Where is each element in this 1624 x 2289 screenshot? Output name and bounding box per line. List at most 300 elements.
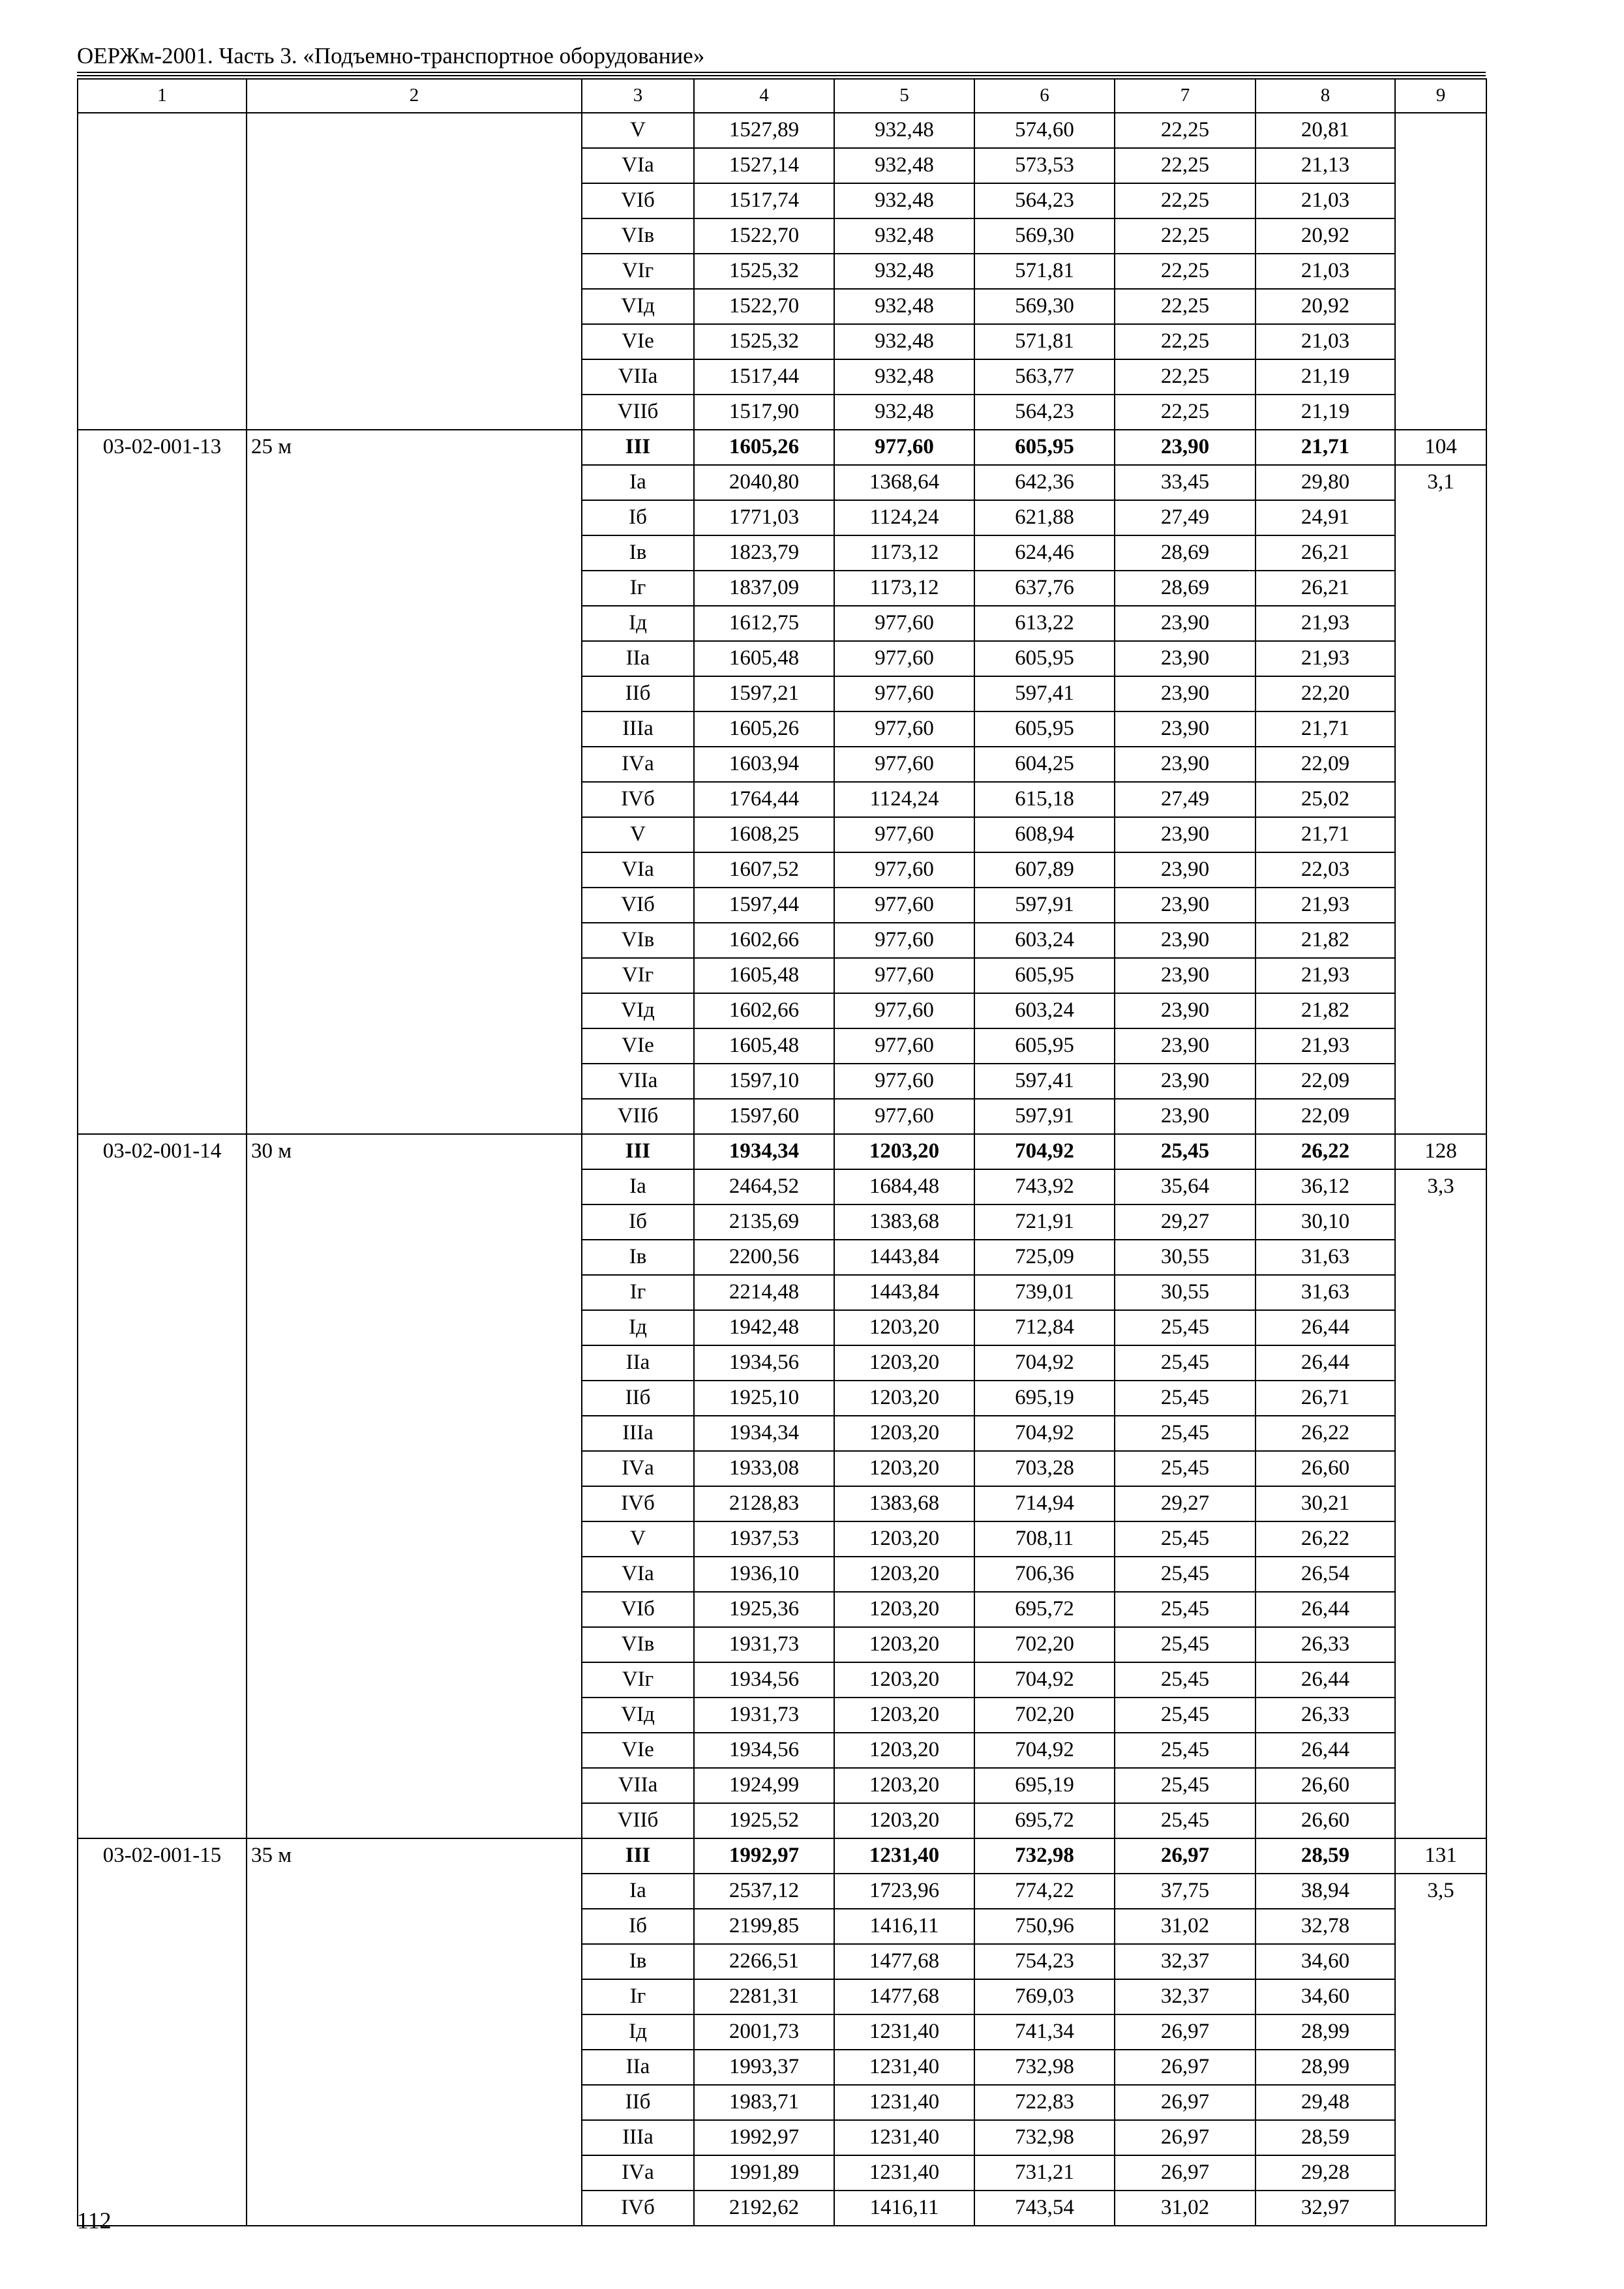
value-cell: 28,59: [1256, 2120, 1395, 2155]
category-cell: Iв: [582, 1944, 694, 1979]
value-cell: 1771,03: [694, 500, 834, 535]
value-cell: 613,22: [974, 606, 1115, 641]
value-cell: 642,36: [974, 465, 1115, 500]
table-row: [78, 1838, 1486, 1874]
value-cell: 22,09: [1256, 1064, 1395, 1099]
value-cell: 1203,20: [834, 1345, 974, 1381]
value-cell: 731,21: [974, 2155, 1115, 2191]
item-name-cell: [247, 113, 582, 430]
value-cell: 1597,21: [694, 676, 834, 711]
value-cell: 1231,40: [834, 2085, 974, 2120]
value-cell: 1203,20: [834, 1416, 974, 1451]
category-cell: VIг: [582, 1662, 694, 1698]
value-cell: 1937,53: [694, 1521, 834, 1557]
value-cell: 25,45: [1115, 1381, 1256, 1416]
header-rule-bottom: [77, 75, 1486, 76]
item-code-cell: 03-02-001-14: [78, 1134, 247, 1838]
page-number: 112: [77, 2207, 112, 2234]
value-cell: 27,49: [1115, 782, 1256, 817]
value-cell: 704,92: [974, 1134, 1115, 1169]
value-cell: 1525,32: [694, 254, 834, 289]
value-cell: 1477,68: [834, 1944, 974, 1979]
category-cell: IIб: [582, 2085, 694, 2120]
value-cell: 23,90: [1115, 993, 1256, 1028]
item-name-cell: 35 м: [247, 1838, 582, 2226]
value-cell: 29,27: [1115, 1486, 1256, 1521]
value-cell: 1231,40: [834, 2050, 974, 2085]
value-cell: 26,44: [1256, 1345, 1395, 1381]
value-cell: 1203,20: [834, 1521, 974, 1557]
value-cell: 1173,12: [834, 571, 974, 606]
value-cell: 743,92: [974, 1169, 1115, 1204]
value-cell: 605,95: [974, 1028, 1115, 1064]
value-cell: 732,98: [974, 1838, 1115, 1874]
value-cell: 21,71: [1256, 430, 1395, 465]
labor-cost-cell: 131: [1395, 1838, 1486, 1874]
value-cell: 1527,14: [694, 148, 834, 183]
column-number: 1: [78, 79, 247, 113]
value-cell: 977,60: [834, 641, 974, 676]
value-cell: 977,60: [834, 1028, 974, 1064]
item-code-cell: [78, 113, 247, 430]
value-cell: 28,59: [1256, 1838, 1395, 1874]
value-cell: 977,60: [834, 711, 974, 747]
value-cell: 1203,20: [834, 1557, 974, 1592]
value-cell: 1605,48: [694, 1028, 834, 1064]
labor-grade-cell: 3,3: [1395, 1169, 1486, 1838]
category-cell: IIб: [582, 1381, 694, 1416]
value-cell: 34,60: [1256, 1944, 1395, 1979]
value-cell: 28,99: [1256, 2050, 1395, 2085]
value-cell: 1934,34: [694, 1416, 834, 1451]
value-cell: 1991,89: [694, 2155, 834, 2191]
value-cell: 1525,32: [694, 324, 834, 359]
value-cell: 1605,48: [694, 641, 834, 676]
value-cell: 1203,20: [834, 1592, 974, 1627]
value-cell: 741,34: [974, 2014, 1115, 2050]
category-cell: V: [582, 1521, 694, 1557]
value-cell: 708,11: [974, 1521, 1115, 1557]
category-cell: IIа: [582, 1345, 694, 1381]
value-cell: 2537,12: [694, 1874, 834, 1909]
value-cell: 977,60: [834, 958, 974, 993]
value-cell: 29,28: [1256, 2155, 1395, 2191]
value-cell: 704,92: [974, 1662, 1115, 1698]
value-cell: 26,97: [1115, 2120, 1256, 2155]
value-cell: 1992,97: [694, 2120, 834, 2155]
value-cell: 25,45: [1115, 1803, 1256, 1838]
category-cell: VIIб: [582, 1803, 694, 1838]
value-cell: 31,63: [1256, 1240, 1395, 1275]
value-cell: 1934,56: [694, 1733, 834, 1768]
value-cell: 26,44: [1256, 1592, 1395, 1627]
category-cell: IIIа: [582, 1416, 694, 1451]
value-cell: 1936,10: [694, 1557, 834, 1592]
value-cell: 25,45: [1115, 1733, 1256, 1768]
value-cell: 21,03: [1256, 183, 1395, 218]
value-cell: 769,03: [974, 1979, 1115, 2014]
value-cell: 1931,73: [694, 1698, 834, 1733]
category-cell: Iг: [582, 1275, 694, 1310]
value-cell: 25,45: [1115, 1416, 1256, 1451]
value-cell: 1203,20: [834, 1662, 974, 1698]
value-cell: 31,02: [1115, 1909, 1256, 1944]
value-cell: 28,69: [1115, 535, 1256, 571]
value-cell: 721,91: [974, 1204, 1115, 1240]
value-cell: 37,75: [1115, 1874, 1256, 1909]
value-cell: 23,90: [1115, 606, 1256, 641]
value-cell: 23,90: [1115, 817, 1256, 852]
value-cell: 1416,11: [834, 1909, 974, 1944]
value-cell: 28,99: [1256, 2014, 1395, 2050]
value-cell: 1416,11: [834, 2191, 974, 2226]
value-cell: 571,81: [974, 254, 1115, 289]
value-cell: 25,45: [1115, 1592, 1256, 1627]
value-cell: 932,48: [834, 254, 974, 289]
value-cell: 22,03: [1256, 852, 1395, 888]
category-cell: Iб: [582, 1204, 694, 1240]
value-cell: 26,60: [1256, 1803, 1395, 1838]
value-cell: 569,30: [974, 218, 1115, 254]
value-cell: 932,48: [834, 113, 974, 148]
value-cell: 25,45: [1115, 1310, 1256, 1345]
value-cell: 21,19: [1256, 395, 1395, 430]
category-cell: Iб: [582, 500, 694, 535]
value-cell: 1231,40: [834, 2014, 974, 2050]
value-cell: 1764,44: [694, 782, 834, 817]
value-cell: 27,49: [1115, 500, 1256, 535]
value-cell: 607,89: [974, 852, 1115, 888]
extra-cell: [1395, 113, 1486, 430]
item-code-cell: 03-02-001-15: [78, 1838, 247, 2226]
value-cell: 1823,79: [694, 535, 834, 571]
value-cell: 2192,62: [694, 2191, 834, 2226]
value-cell: 25,45: [1115, 1134, 1256, 1169]
category-cell: III: [582, 430, 694, 465]
value-cell: 20,92: [1256, 289, 1395, 324]
value-cell: 26,22: [1256, 1521, 1395, 1557]
value-cell: 25,45: [1115, 1768, 1256, 1803]
value-cell: 22,25: [1115, 113, 1256, 148]
value-cell: 1477,68: [834, 1979, 974, 2014]
value-cell: 977,60: [834, 430, 974, 465]
value-cell: 2214,48: [694, 1275, 834, 1310]
value-cell: 704,92: [974, 1733, 1115, 1768]
value-cell: 30,10: [1256, 1204, 1395, 1240]
category-cell: VIд: [582, 993, 694, 1028]
category-cell: VIе: [582, 1733, 694, 1768]
category-cell: VIе: [582, 1028, 694, 1064]
value-cell: 26,60: [1256, 1451, 1395, 1486]
labor-grade-cell: 3,1: [1395, 465, 1486, 1134]
value-cell: 21,13: [1256, 148, 1395, 183]
value-cell: 30,55: [1115, 1240, 1256, 1275]
value-cell: 38,94: [1256, 1874, 1395, 1909]
category-cell: VIв: [582, 1627, 694, 1662]
column-number: 4: [694, 79, 834, 113]
value-cell: 564,23: [974, 183, 1115, 218]
value-cell: 1612,75: [694, 606, 834, 641]
value-cell: 22,25: [1115, 324, 1256, 359]
value-cell: 35,64: [1115, 1169, 1256, 1204]
value-cell: 26,33: [1256, 1698, 1395, 1733]
value-cell: 1925,10: [694, 1381, 834, 1416]
labor-grade-cell: 3,5: [1395, 1874, 1486, 2226]
value-cell: 1203,20: [834, 1768, 974, 1803]
value-cell: 26,44: [1256, 1662, 1395, 1698]
value-cell: 23,90: [1115, 641, 1256, 676]
value-cell: 26,21: [1256, 535, 1395, 571]
value-cell: 25,45: [1115, 1345, 1256, 1381]
value-cell: 1602,66: [694, 923, 834, 958]
category-cell: Iа: [582, 1874, 694, 1909]
item-code-cell: 03-02-001-13: [78, 430, 247, 1134]
value-cell: 604,25: [974, 747, 1115, 782]
value-cell: 2200,56: [694, 1240, 834, 1275]
value-cell: 26,54: [1256, 1557, 1395, 1592]
value-cell: 732,98: [974, 2120, 1115, 2155]
value-cell: 1517,90: [694, 395, 834, 430]
column-number: 2: [247, 79, 582, 113]
value-cell: 1925,52: [694, 1803, 834, 1838]
value-cell: 1983,71: [694, 2085, 834, 2120]
value-cell: 605,95: [974, 958, 1115, 993]
value-cell: 739,01: [974, 1275, 1115, 1310]
value-cell: 21,93: [1256, 1028, 1395, 1064]
value-cell: 571,81: [974, 324, 1115, 359]
value-cell: 26,97: [1115, 2155, 1256, 2191]
value-cell: 1934,56: [694, 1662, 834, 1698]
category-cell: VIа: [582, 148, 694, 183]
value-cell: 605,95: [974, 641, 1115, 676]
category-cell: IIб: [582, 676, 694, 711]
value-cell: 615,18: [974, 782, 1115, 817]
value-cell: 32,78: [1256, 1909, 1395, 1944]
value-cell: 33,45: [1115, 465, 1256, 500]
category-cell: IVа: [582, 747, 694, 782]
value-cell: 977,60: [834, 747, 974, 782]
category-cell: Iг: [582, 1979, 694, 2014]
category-cell: VIIа: [582, 1064, 694, 1099]
value-cell: 26,97: [1115, 2085, 1256, 2120]
value-cell: 2040,80: [694, 465, 834, 500]
value-cell: 1203,20: [834, 1803, 974, 1838]
category-cell: IVа: [582, 1451, 694, 1486]
value-cell: 1443,84: [834, 1275, 974, 1310]
value-cell: 21,82: [1256, 923, 1395, 958]
category-cell: Iд: [582, 2014, 694, 2050]
category-cell: V: [582, 817, 694, 852]
value-cell: 597,91: [974, 888, 1115, 923]
value-cell: 21,03: [1256, 324, 1395, 359]
value-cell: 22,25: [1115, 359, 1256, 395]
value-cell: 932,48: [834, 289, 974, 324]
value-cell: 702,20: [974, 1627, 1115, 1662]
value-cell: 703,28: [974, 1451, 1115, 1486]
category-cell: IIа: [582, 2050, 694, 2085]
value-cell: 1597,60: [694, 1099, 834, 1134]
value-cell: 21,93: [1256, 888, 1395, 923]
value-cell: 597,91: [974, 1099, 1115, 1134]
value-cell: 754,23: [974, 1944, 1115, 1979]
equipment-cost-table: [77, 78, 1487, 2226]
value-cell: 603,24: [974, 993, 1115, 1028]
value-cell: 743,54: [974, 2191, 1115, 2226]
value-cell: 977,60: [834, 923, 974, 958]
value-cell: 695,19: [974, 1768, 1115, 1803]
value-cell: 32,37: [1115, 1979, 1256, 2014]
value-cell: 22,25: [1115, 183, 1256, 218]
value-cell: 1605,26: [694, 711, 834, 747]
value-cell: 597,41: [974, 676, 1115, 711]
value-cell: 569,30: [974, 289, 1115, 324]
value-cell: 1605,48: [694, 958, 834, 993]
value-cell: 20,92: [1256, 218, 1395, 254]
value-cell: 1934,56: [694, 1345, 834, 1381]
value-cell: 25,45: [1115, 1451, 1256, 1486]
value-cell: 608,94: [974, 817, 1115, 852]
category-cell: III: [582, 1134, 694, 1169]
value-cell: 695,72: [974, 1592, 1115, 1627]
value-cell: 932,48: [834, 218, 974, 254]
value-cell: 29,80: [1256, 465, 1395, 500]
value-cell: 1203,20: [834, 1451, 974, 1486]
value-cell: 605,95: [974, 430, 1115, 465]
value-cell: 28,69: [1115, 571, 1256, 606]
value-cell: 26,97: [1115, 2050, 1256, 2085]
value-cell: 977,60: [834, 1099, 974, 1134]
category-cell: Iа: [582, 1169, 694, 1204]
value-cell: 1231,40: [834, 2120, 974, 2155]
value-cell: 34,60: [1256, 1979, 1395, 2014]
value-cell: 712,84: [974, 1310, 1115, 1345]
value-cell: 23,90: [1115, 747, 1256, 782]
value-cell: 750,96: [974, 1909, 1115, 1944]
value-cell: 774,22: [974, 1874, 1115, 1909]
value-cell: 1231,40: [834, 2155, 974, 2191]
value-cell: 1527,89: [694, 113, 834, 148]
value-cell: 26,60: [1256, 1768, 1395, 1803]
value-cell: 2135,69: [694, 1204, 834, 1240]
value-cell: 22,25: [1115, 395, 1256, 430]
value-cell: 932,48: [834, 183, 974, 218]
value-cell: 24,91: [1256, 500, 1395, 535]
value-cell: 714,94: [974, 1486, 1115, 1521]
table-row: [78, 430, 1486, 465]
category-cell: VIIб: [582, 1099, 694, 1134]
value-cell: 1934,34: [694, 1134, 834, 1169]
column-number: 9: [1395, 79, 1486, 113]
value-cell: 695,19: [974, 1381, 1115, 1416]
category-cell: VIб: [582, 183, 694, 218]
value-cell: 722,83: [974, 2085, 1115, 2120]
category-cell: VIб: [582, 888, 694, 923]
category-cell: Iа: [582, 465, 694, 500]
value-cell: 1368,64: [834, 465, 974, 500]
labor-cost-cell: 128: [1395, 1134, 1486, 1169]
value-cell: 1517,44: [694, 359, 834, 395]
value-cell: 621,88: [974, 500, 1115, 535]
value-cell: 23,90: [1115, 852, 1256, 888]
value-cell: 2128,83: [694, 1486, 834, 1521]
value-cell: 25,45: [1115, 1662, 1256, 1698]
value-cell: 1925,36: [694, 1592, 834, 1627]
value-cell: 1924,99: [694, 1768, 834, 1803]
value-cell: 1933,08: [694, 1451, 834, 1486]
value-cell: 21,19: [1256, 359, 1395, 395]
value-cell: 1942,48: [694, 1310, 834, 1345]
item-name-cell: 25 м: [247, 430, 582, 1134]
column-number: 6: [974, 79, 1115, 113]
value-cell: 22,20: [1256, 676, 1395, 711]
category-cell: VIг: [582, 254, 694, 289]
value-cell: 1684,48: [834, 1169, 974, 1204]
value-cell: 564,23: [974, 395, 1115, 430]
column-number: 3: [582, 79, 694, 113]
category-cell: VIа: [582, 1557, 694, 1592]
value-cell: 21,93: [1256, 958, 1395, 993]
value-cell: 1603,94: [694, 747, 834, 782]
column-number: 8: [1256, 79, 1395, 113]
value-cell: 702,20: [974, 1698, 1115, 1733]
category-cell: VIе: [582, 324, 694, 359]
category-cell: Iд: [582, 606, 694, 641]
category-cell: VIв: [582, 923, 694, 958]
value-cell: 26,22: [1256, 1134, 1395, 1169]
value-cell: 603,24: [974, 923, 1115, 958]
category-cell: IVа: [582, 2155, 694, 2191]
value-cell: 32,37: [1115, 1944, 1256, 1979]
value-cell: 31,02: [1115, 2191, 1256, 2226]
value-cell: 1383,68: [834, 1486, 974, 1521]
table-body: [78, 79, 1486, 2226]
value-cell: 22,09: [1256, 747, 1395, 782]
category-cell: IVб: [582, 2191, 694, 2226]
value-cell: 977,60: [834, 888, 974, 923]
value-cell: 932,48: [834, 359, 974, 395]
value-cell: 26,44: [1256, 1733, 1395, 1768]
category-cell: Iб: [582, 1909, 694, 1944]
value-cell: 977,60: [834, 817, 974, 852]
labor-cost-cell: 104: [1395, 430, 1486, 465]
value-cell: 695,72: [974, 1803, 1115, 1838]
value-cell: 704,92: [974, 1345, 1115, 1381]
value-cell: 21,03: [1256, 254, 1395, 289]
value-cell: 26,71: [1256, 1381, 1395, 1416]
column-number: 7: [1115, 79, 1256, 113]
category-cell: VIIб: [582, 395, 694, 430]
value-cell: 25,45: [1115, 1521, 1256, 1557]
category-cell: IIа: [582, 641, 694, 676]
value-cell: 26,44: [1256, 1310, 1395, 1345]
value-cell: 1203,20: [834, 1698, 974, 1733]
category-cell: Iд: [582, 1310, 694, 1345]
value-cell: 706,36: [974, 1557, 1115, 1592]
value-cell: 1203,20: [834, 1733, 974, 1768]
value-cell: 1607,52: [694, 852, 834, 888]
value-cell: 30,55: [1115, 1275, 1256, 1310]
category-cell: VIд: [582, 289, 694, 324]
value-cell: 25,45: [1115, 1627, 1256, 1662]
value-cell: 977,60: [834, 993, 974, 1028]
value-cell: 573,53: [974, 148, 1115, 183]
value-cell: 22,25: [1115, 148, 1256, 183]
value-cell: 1931,73: [694, 1627, 834, 1662]
category-cell: IIIа: [582, 2120, 694, 2155]
value-cell: 637,76: [974, 571, 1115, 606]
value-cell: 1231,40: [834, 1838, 974, 1874]
value-cell: 624,46: [974, 535, 1115, 571]
